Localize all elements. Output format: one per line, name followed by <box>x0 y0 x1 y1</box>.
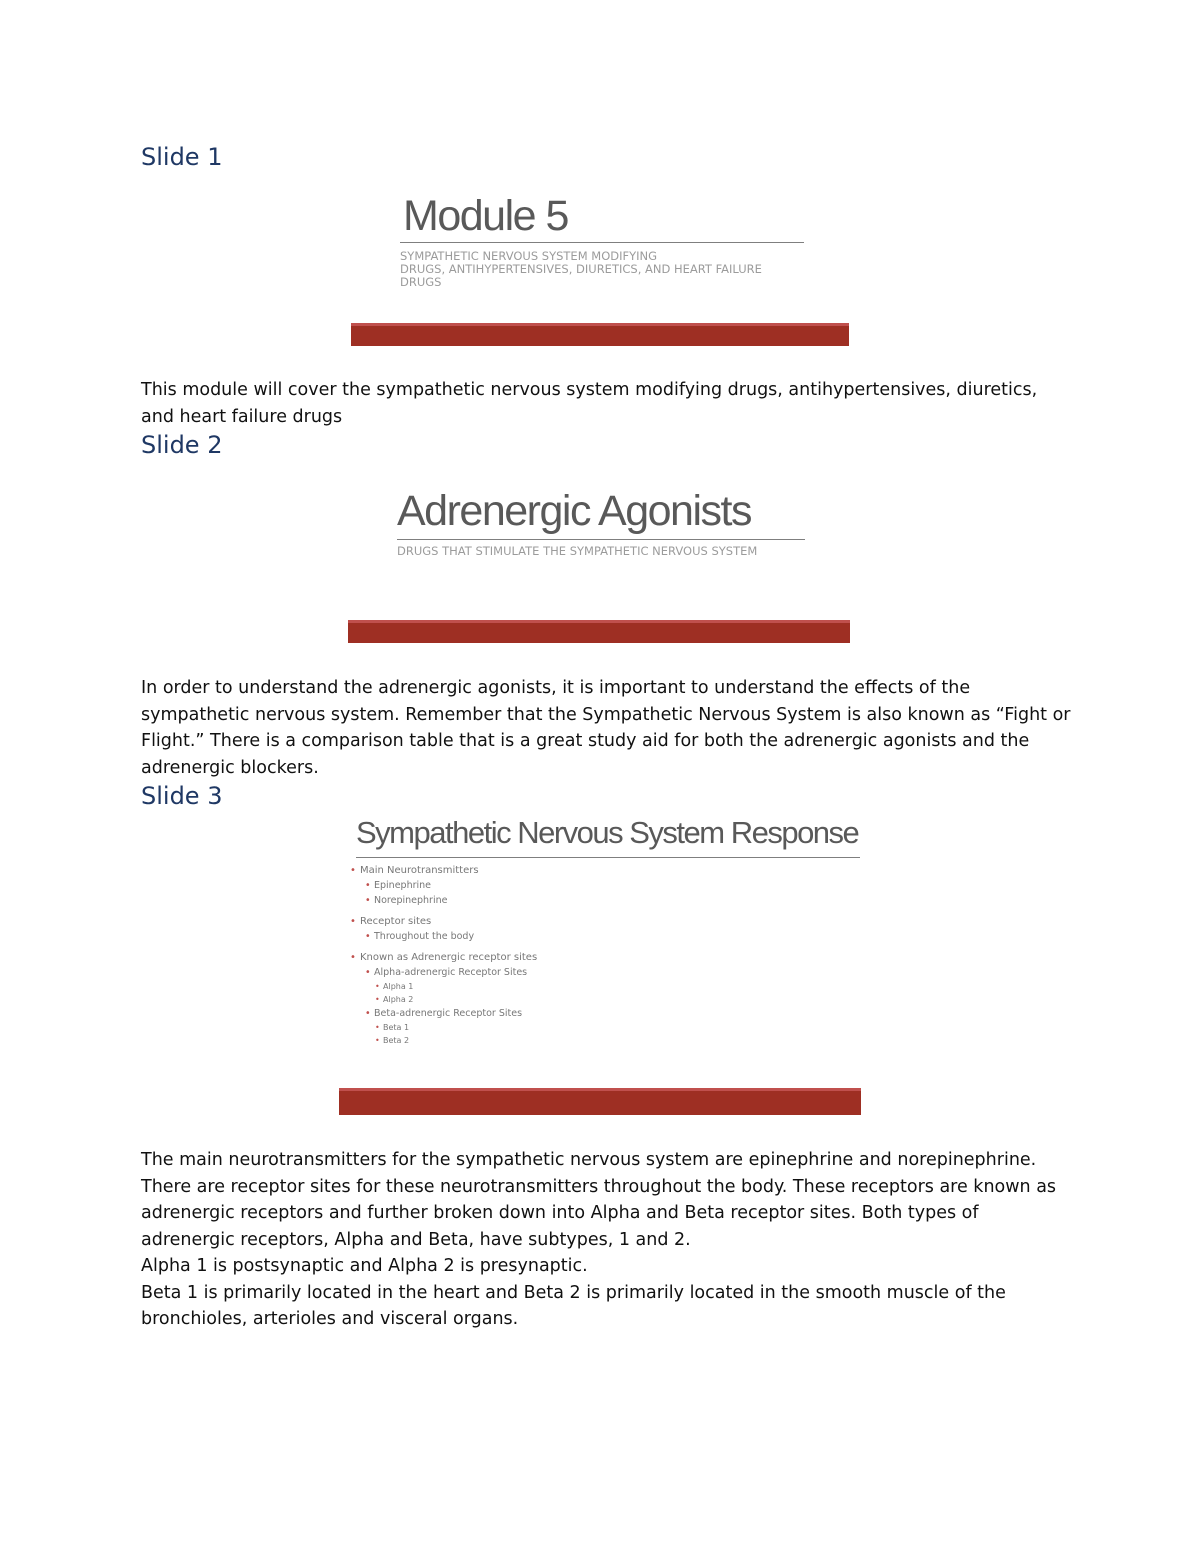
slide-1-heading: Slide 1 <box>141 143 223 171</box>
slide-3-title-rule <box>356 857 860 858</box>
slide-1-accent-bar <box>351 323 849 346</box>
slide-2-title-rule <box>397 539 805 540</box>
slide-2-accent-bar <box>348 620 850 643</box>
bullet-item: • Beta-adrenergic Receptor Sites <box>356 1008 537 1019</box>
bullet-item: • Alpha 1 <box>356 982 537 991</box>
notes-line: adrenergic receptors and further broken down into Alpha and Beta receptor sites. Both types of <box>141 1203 979 1223</box>
bullet-item: • Known as Adrenergic receptor sites <box>356 952 537 963</box>
notes-line: sympathetic nervous system. Remember that the Sympathetic Nervous System is also known as “Fight or <box>141 704 1071 725</box>
slide-3-notes <box>141 1147 1076 1333</box>
bullet-item: • Receptor sites <box>356 916 537 927</box>
notes-line: adrenergic receptors, Alpha and Beta, have subtypes, 1 and 2. <box>141 1229 691 1250</box>
bullet-item: • Throughout the body <box>356 931 537 942</box>
slide-3-bullet-list <box>356 865 537 1045</box>
slide-1-subtitle-line: DRUGS, ANTIHYPERTENSIVES, DIURETICS, AND HEART FAILURE <box>400 262 762 276</box>
notes-line: Flight.” There is a comparison table that is a great study aid for both the adrenergic agonists and the <box>141 731 1030 751</box>
bullet-item: • Main Neurotransmitters <box>356 865 537 876</box>
notes-line: Alpha 1 is postsynaptic and Alpha 2 is presynaptic. <box>141 1256 588 1276</box>
notes-line: bronchioles, arterioles and visceral organs. <box>141 1309 519 1329</box>
bullet-item: • Alpha-adrenergic Receptor Sites <box>356 967 537 978</box>
notes-line: In order to understand the adrenergic agonists, it is important to understand the effects of the <box>141 678 971 698</box>
notes-line: and heart failure drugs <box>141 406 343 427</box>
slide-2-heading: Slide 2 <box>141 431 223 459</box>
slide-3-heading: Slide 3 <box>141 782 223 810</box>
bullet-item: • Norepinephrine <box>356 895 537 906</box>
slide-1-subtitle-line: DRUGS <box>400 275 442 289</box>
slide-1-title-rule <box>400 242 804 243</box>
bullet-item: • Alpha 2 <box>356 995 537 1004</box>
notes-line: This module will cover the sympathetic nervous system modifying drugs, antihypertensives, diuretics, <box>141 380 1038 400</box>
bullet-item: • Beta 1 <box>356 1023 537 1032</box>
notes-line: There are receptor sites for these neurotransmitters throughout the body. These receptors are known as <box>141 1176 1057 1197</box>
bullet-item: • Beta 2 <box>356 1036 537 1045</box>
slide-1-subtitle <box>400 250 762 289</box>
slide-1-subtitle-line: SYMPATHETIC NERVOUS SYSTEM MODIFYING <box>400 249 658 263</box>
notes-line: Beta 1 is primarily located in the heart and Beta 2 is primarily located in the smooth muscle of the <box>141 1282 1006 1303</box>
slide-2-notes <box>141 675 1076 781</box>
slide-3-accent-bar <box>339 1088 861 1115</box>
slide-2-subtitle <box>397 545 757 558</box>
bullet-item: • Epinephrine <box>356 880 537 891</box>
slide-1-title: Module 5 <box>403 192 568 240</box>
notes-line: The main neurotransmitters for the sympathetic nervous system are epinephrine and norepinephrine. <box>141 1150 1037 1170</box>
slide-2-title: Adrenergic Agonists <box>397 487 751 535</box>
slide-2-subtitle-line: DRUGS THAT STIMULATE THE SYMPATHETIC NERVOUS SYSTEM <box>397 544 758 558</box>
slide-1-notes <box>141 377 1076 430</box>
slide-3-title: Sympathetic Nervous System Response <box>356 815 859 850</box>
notes-line: adrenergic blockers. <box>141 757 319 778</box>
